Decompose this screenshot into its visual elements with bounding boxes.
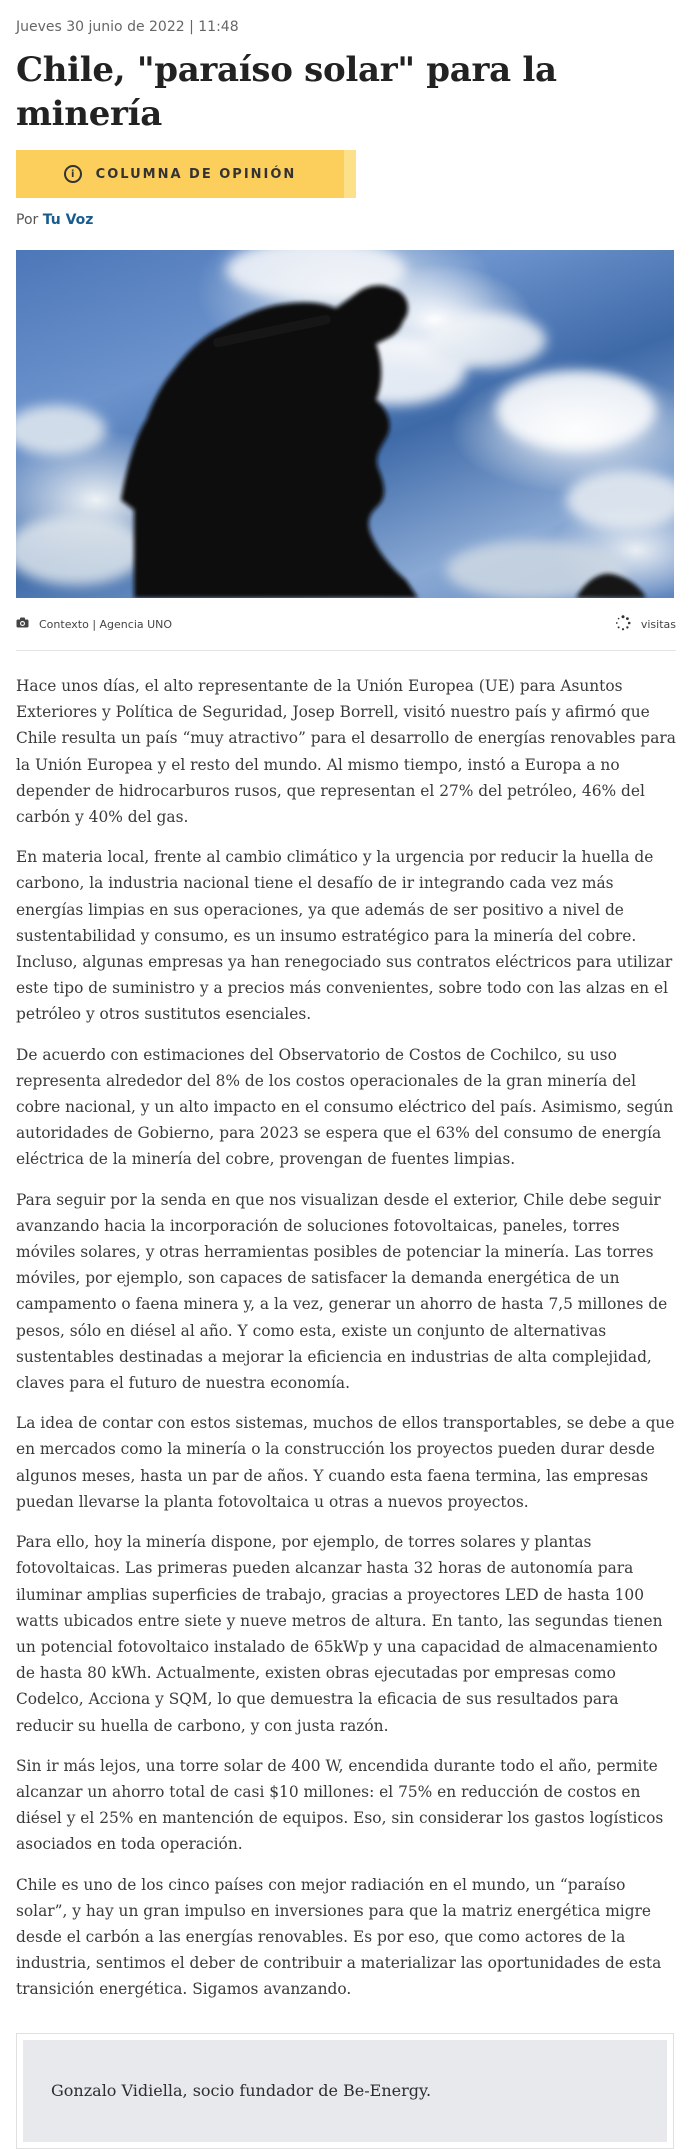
info-icon: i — [64, 165, 82, 183]
miner-silhouette — [16, 250, 674, 598]
author-note: Gonzalo Vidiella, socio fundador de Be-Energy. — [23, 2040, 667, 2142]
article-photo — [16, 250, 674, 598]
article-paragraph: Para ello, hoy la minería dispone, por ejemplo, de torres solares y plantas fotovoltaicas. Las primeras pueden alcanzar hasta 32 horas de autonomía para iluminar amplias superficies de trabajo, gracias a proyectores LED de hasta 100 watts ubicados entre siete y nueve metros de altura. En tanto, las segundas tienen un potencial fotovoltaico instalado de 65kWp y una capacidad de almacenamiento de hasta 80 kWh. Actualmente, existen obras ejecutadas por empresas como Codelco, Acciona y SQM, lo que demuestra la eficacia de sus resultados para reducir su huella de carbono, y con justa razón. — [16, 1533, 663, 1735]
article-paragraph: Hace unos días, el alto representante de la Unión Europea (UE) para Asuntos Exteriores y Política de Seguridad, Josep Borrell, visitó nuestro país y afirmó que Chile resulta un país “muy atractivo” para el desarrollo de energías renovables para la Unión Europea y el resto del mundo. Al mismo tiempo, instó a Europa a no depender de hidrocarburos rusos, que representan el 27% del petróleo, 46% del carbón y 40% del gas. — [16, 677, 676, 827]
article-paragraph: En materia local, frente al cambio climático y la urgencia por reducir la huella de carbono, la industria nacional tiene el desafío de ir integrando cada vez más energías limpias en sus operaciones, ya que además de ser positivo a nivel de sustentabilidad y consumo, es un insumo estratégico para la minería del cobre. Incluso, algunas empresas ya han renegociado sus contratos eléctricos para utilizar este tipo de suministro y a precios más convenientes, sobre todo con las alzas en el petróleo y otros sustitutos esenciales. — [16, 848, 673, 1024]
article-body — [16, 673, 676, 2003]
photo-caption: Contexto | Agencia UNO — [39, 617, 173, 631]
visits-counter — [615, 615, 676, 634]
byline — [16, 212, 676, 232]
photo-credit — [16, 617, 172, 631]
author-link[interactable]: Tu Voz — [42, 212, 94, 228]
publish-date: Jueves 30 junio de 2022 | 11:48 — [16, 19, 239, 35]
camera-icon — [16, 617, 29, 631]
article-paragraph: La idea de contar con estos sistemas, muchos de ellos transportables, se debe a que en mercados como la minería o la construcción los proyectos pueden durar desde algunos meses, hasta un par de años. Y cuando esta faena termina, las empresas puedan llevarse la planta fotovoltaica u otras a nuevos proyectos. — [16, 1414, 675, 1511]
author-note-box — [16, 2033, 674, 2149]
article-paragraph: Chile es uno de los cinco países con mejor radiación en el mundo, un “paraíso solar”, y hay un gran impulso en inversiones para que la matriz energética migre desde el carbón a las energías renovables. Es por eso, que como actores de la industria, sentimos el deber de contribuir a materializar las oportunidades de esta transición energética. Sigamos avanzando. — [16, 1875, 662, 1999]
article-paragraph: Para seguir por la senda en que nos visualizan desde el exterior, Chile debe seguir avanzando hacia la incorporación de soluciones fotovoltaicas, paneles, torres móviles solares, y otras herramientas posibles de potenciar la minería. Las torres móviles, por ejemplo, son capaces de satisfacer la demanda energética de un campamento o faena minera y, a la vez, generar un ahorro de hasta 7,5 millones de pesos, sólo en diésel al año. Y como esta, existe un conjunto de alternativas sustentables destinadas a mejorar la eficiencia en industrias de alta complejidad, claves para el futuro de nuestra economía. — [16, 1190, 668, 1393]
article-title: Chile, "paraíso solar" para la minería — [16, 50, 557, 134]
byline-prefix: Por — [16, 212, 39, 228]
loading-spinner-icon — [615, 615, 631, 634]
photo-caption-row — [16, 598, 676, 651]
visits-label: visitas — [640, 617, 676, 631]
article-paragraph: De acuerdo con estimaciones del Observatorio de Costos de Cochilco, su uso representa alrededor del 8% de los costos operacionales de la gran minería del cobre nacional, y un alto impacto en el consumo eléctrico del país. Asimismo, según autoridades de Gobierno, para 2023 se espera que el 63% del consumo de energía eléctrica de la minería del cobre, provengan de fuentes limpias. — [16, 1045, 674, 1169]
opinion-column-badge — [16, 150, 356, 198]
opinion-badge-label: COLUMNA DE OPINIÓN — [95, 166, 297, 182]
article-paragraph: Sin ir más lejos, una torre solar de 400 W, encendida durante todo el año, permite alcanzar un ahorro total de casi $10 millones: el 75% en reducción de costos en diésel y el 25% en mantención de equipos. Eso, sin considerar los gastos logísticos asociados en toda operación. — [16, 1756, 664, 1854]
